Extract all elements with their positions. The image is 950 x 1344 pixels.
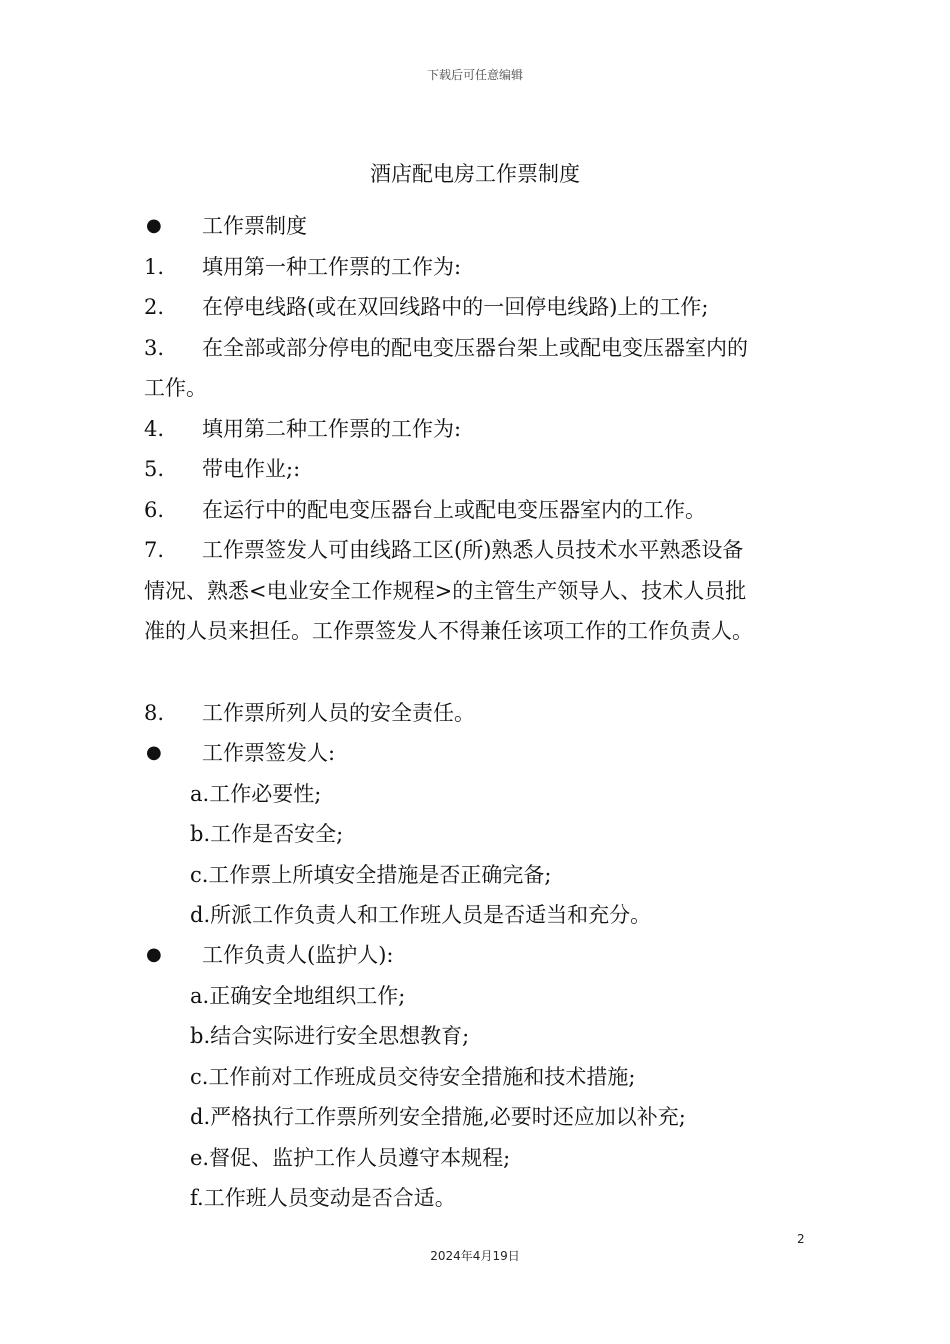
item-number: 5. (144, 457, 165, 481)
line-text: 工作。 (144, 376, 207, 400)
line-text: a.正确安全地组织工作; (190, 984, 406, 1008)
line-text: 在运行中的配电变压器台上或配电变压器室内的工作。 (202, 498, 706, 522)
line-text: 工作票签发人可由线路工区(所)熟悉人员技术水平熟悉设备 (202, 538, 744, 562)
item-number: 4. (144, 417, 165, 441)
bullet-marker: ● (146, 944, 162, 965)
line-text: e.督促、监护工作人员遵守本规程; (190, 1146, 511, 1170)
line-text: 工作票签发人: (202, 741, 336, 765)
line-text: d.严格执行工作票所列安全措施,必要时还应加以补充; (190, 1105, 686, 1129)
line-text: d.所派工作负责人和工作班人员是否适当和充分。 (190, 903, 652, 927)
item-number: 3. (144, 336, 165, 360)
bullet-marker: ● (146, 742, 162, 763)
line-text: a.工作必要性; (190, 782, 322, 806)
line-text: f.工作班人员变动是否合适。 (190, 1186, 456, 1210)
line-text: 填用第一种工作票的工作为: (202, 255, 462, 279)
line-text: b.工作是否安全; (190, 822, 344, 846)
document-title: 酒店配电房工作票制度 (370, 162, 580, 186)
line-text: 填用第二种工作票的工作为: (202, 417, 462, 441)
line-text: b.结合实际进行安全思想教育; (190, 1024, 470, 1048)
line-text: 带电作业;: (202, 457, 301, 481)
item-number: 7. (144, 538, 165, 562)
item-number: 2. (144, 295, 165, 319)
item-number: 1. (144, 255, 165, 279)
line-text: 在停电线路(或在双回线路中的一回停电线路)上的工作; (202, 295, 709, 319)
bullet-marker: ● (146, 215, 162, 236)
page-number: 2 (797, 1232, 805, 1246)
line-text: 工作票制度 (202, 214, 307, 238)
line-text: 在全部或部分停电的配电变压器台架上或配电变压器室内的 (202, 336, 748, 360)
footer-date: 2024年4月19日 (430, 1249, 520, 1263)
line-text: 工作票所列人员的安全责任。 (202, 701, 475, 725)
line-text: c.工作票上所填安全措施是否正确完备; (190, 863, 552, 887)
line-text: c.工作前对工作班成员交待安全措施和技术措施; (190, 1065, 636, 1089)
line-text: 准的人员来担任。工作票签发人不得兼任该项工作的工作负责人。 (144, 619, 753, 643)
header-note: 下载后可任意编辑 (426, 68, 523, 82)
line-text: 情况、熟悉<电业安全工作规程>的主管生产领导人、技术人员批 (144, 579, 747, 603)
item-number: 8. (144, 701, 165, 725)
line-text: 工作负责人(监护人): (202, 943, 394, 967)
item-number: 6. (144, 498, 165, 522)
